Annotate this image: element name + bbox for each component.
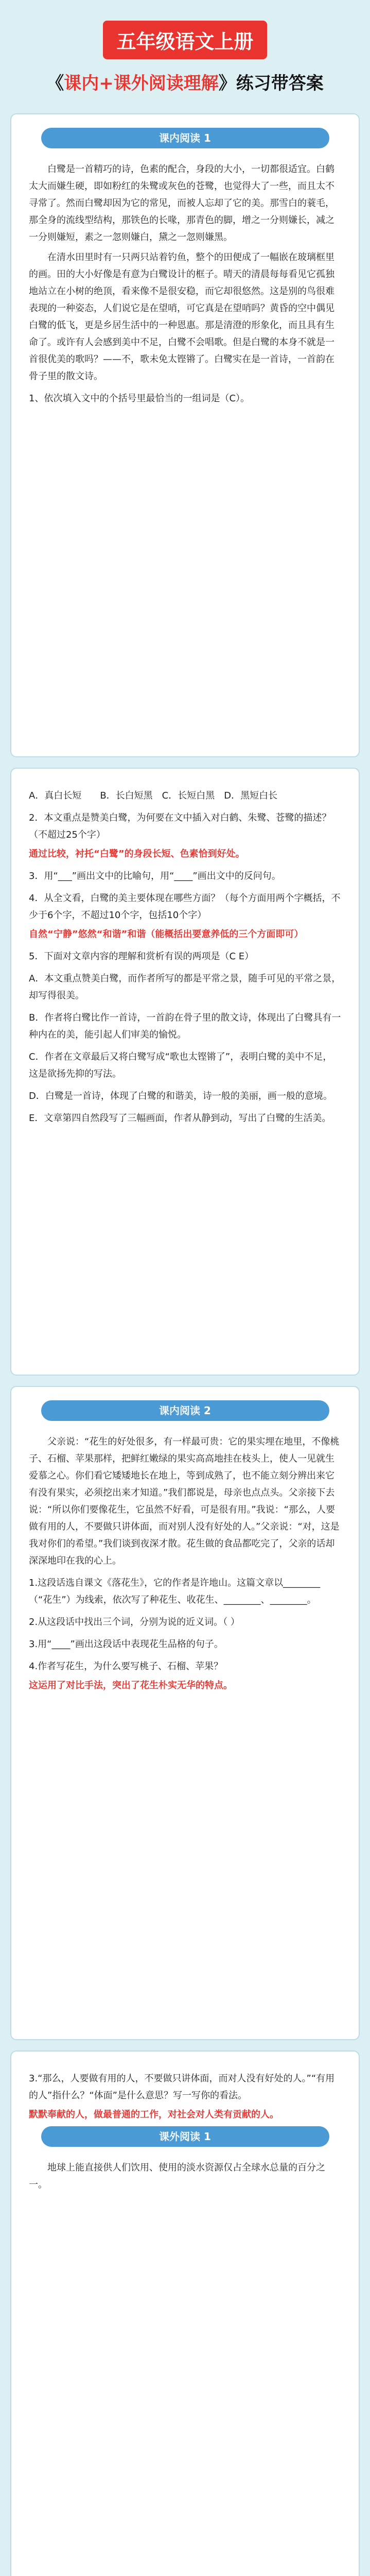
question: 5．下面对文章内容的理解和赏析有误的两项是（C E）: [29, 951, 254, 962]
title-prefix: 《: [46, 73, 64, 94]
question: B．作者将白鹭比作一首诗，一首韵在骨子里的散文诗，体现出了白鹭具有一种内在的美，能引起人们审美的愉悦。: [29, 1012, 341, 1040]
question: 1、依次填入文中的个括号里最恰当的一组词是（C）。: [29, 393, 250, 404]
question: 4.作者写花生，为什么要写桃子、石榴、苹果？: [29, 1661, 223, 1672]
question: 2.从这段话中找出三个词，分别为说的近义词。（ ）: [29, 1617, 240, 1628]
question: 3．用“___”画出文中的比喻句，用“____”画出文中的反问句。: [29, 871, 281, 882]
question: C．作者在文章最后又将白鹭写成“歌也太铿锵了”，表明白鹭的美中不足，这是欲扬先抑的写法。: [29, 1052, 332, 1079]
passage-paragraph: 父亲说：“花生的好处很多，有一样最可贵：它的果实埋在地里，不像桃子、石榴、苹果那样，把鲜红嫩绿的果实高高地挂在枝头上，使人一见就生爱慕之心。你们看它矮矮地长在地上，等到成熟了，也不能立刻分辨出来它有没有果实，必须挖出来才知道。”我们都说是，母亲也点点头。父亲接下去说：“所以你们要像花生，它虽然不好看，可是很有用。”我说：“那么，人要做有用的人，不要做只讲体面，而对别人没有好处的人。”父亲说：“对，这是我对你们的希望。”我们谈到夜深才散。花生做的食品都吃完了，父亲的话却深深地印在我的心上。: [29, 1436, 340, 1566]
card-2: [10, 768, 360, 1376]
question: 3.用“____”画出这段话中表现花生品格的句子。: [29, 1639, 223, 1650]
answer: 这运用了对比手法，突出了花生朴实无华的特点。: [29, 1680, 233, 1691]
card-4: [10, 2050, 360, 2576]
question: D．白鹭是一首诗，体现了白鹭的和谐美，诗一般的美丽，画一般的意境。: [29, 1091, 332, 1101]
question: A．真白长短 B．长白短黑 C．长短白黑 D．黑短白长: [29, 790, 278, 801]
card-1: [10, 113, 360, 757]
title-main: [0, 69, 370, 94]
answer: 通过比较，衬托“白鹭”的身段长短、色素恰到好处。: [29, 849, 245, 859]
answer: 默默奉献的人，做最普通的工作，对社会对人类有贡献的人。: [29, 2109, 279, 2120]
question: A．本文重点赞美白鹭，而作者所写的都是平常之景，随手可见的平常之景，却写得很美。: [29, 973, 341, 1001]
section-title: 课内阅读 1: [41, 128, 329, 148]
title-top: [0, 21, 370, 59]
question: 1.这段话选自课文《落花生》，它的作者是许地山。这篇文章以________（“花生”）为线索，依次写了种花生、收花生、________、________。: [29, 1578, 321, 1605]
section-title: 课内阅读 2: [41, 1400, 329, 1421]
question: 4．从全文看，白鹭的美主要体现在哪些方面？（每个方面用两个字概括，不少于6个字，不超过10个字，包括10个字）: [29, 893, 341, 921]
title-top-label: 五年级语文上册: [103, 21, 267, 59]
question: 2．本文重点是赞美白鹭，为何要在文中插入对白鹤、朱鹭、苍鹭的描述？（不超过25个字）: [29, 812, 331, 840]
answer: 自然“宁静”悠然“和谐”和谐（能概括出要意养低的三个方面即可）: [29, 929, 304, 940]
passage-paragraph: 地球上能直接供人们饮用、使用的淡水资源仅占全球水总量的百分之一。: [29, 2162, 325, 2190]
title-suffix: 》练习带答案: [218, 73, 324, 94]
question: 3.“那么，人要做有用的人，不要做只讲体面，而对人没有好处的人。”“有用的人”指什么？“体面”是什么意思？写一写你的看法。: [29, 2073, 335, 2101]
question: E．文章第四自然段写了三幅画面，作者从静到动，写出了白鹭的生活美。: [29, 1113, 331, 1124]
section-title: 课外阅读 1: [41, 2126, 329, 2147]
card-3: [10, 1386, 360, 2040]
title-highlight: 课内+课外阅读理解: [64, 73, 219, 94]
passage-paragraph: 白鹭是一首精巧的诗，色素的配合，身段的大小，一切都很适宜。白鹤太大而嫌生硬，即如粉红的朱鹭或灰色的苍鹭，也觉得大了一些，而且太不寻常了。然而白鹭却因为它的常见，而被人忘却了它的美。那雪白的蓑毛，那全身的流线型结构，那铁色的长喙，那青色的脚，增之一分则嫌长，减之一分则嫌短，素之一忽则嫌白，黛之一忽则嫌黑。: [29, 164, 334, 243]
passage-paragraph: 在清水田里时有一只两只站着钓鱼，整个的田便成了一幅嵌在玻璃框里的画。田的大小好像是有意为白鹭设计的框子。晴天的清晨每每看见它孤独地站立在小树的绝顶，看来像不是很安稳，而它却很悠然。这是别的鸟很难表现的一种姿态，人们说它是在望哨，可它真是在望哨吗？黄昏的空中偶见白鹭的低飞，更是乡居生活中的一种恩惠。那是清澄的形象化，而且具有生命了。或许有人会感到美中不足，白鹭不会唱歌。但是白鹭的本身不就是一首很优美的歌吗？——不，歌未免太铿锵了。白鹭实在是一首诗，一首韵在骨子里的散文诗。: [29, 252, 334, 382]
